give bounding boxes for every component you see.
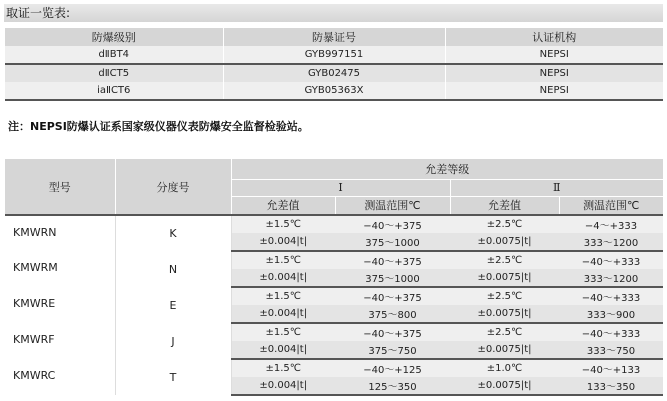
- header-range-2: 测温范围℃: [559, 196, 663, 215]
- range-2: 333～900: [559, 305, 663, 323]
- explosion-class: iaⅡCT6: [5, 82, 223, 100]
- tolerance-2: ±2.5℃: [450, 323, 559, 341]
- table-row: [5, 359, 663, 377]
- cert-body: NEPSI: [445, 82, 663, 100]
- range-2: 133～350: [559, 377, 663, 395]
- range-2: −40～+133: [559, 359, 663, 377]
- range-2: −40～+333: [559, 251, 663, 269]
- header-tolerance-2: 允差值: [450, 196, 559, 215]
- grade-cell: J: [115, 323, 231, 359]
- tolerance-1: ±0.004|t|: [231, 341, 335, 359]
- grade-cell: E: [115, 287, 231, 323]
- tolerance-1: ±1.5℃: [231, 287, 335, 305]
- tolerance-1: ±1.5℃: [231, 215, 335, 233]
- header-class-1: Ⅰ: [231, 179, 450, 196]
- table-row: [5, 251, 663, 269]
- certification-table: [5, 28, 663, 101]
- model-cell: KMWRF: [5, 323, 115, 359]
- tolerance-2: ±0.0075|t|: [450, 341, 559, 359]
- range-1: −40～+375: [335, 287, 450, 305]
- range-1: −40～+125: [335, 359, 450, 377]
- tolerance-2: ±0.0075|t|: [450, 233, 559, 251]
- explosion-class: dⅡCT5: [5, 64, 223, 82]
- header-range-1: 测温范围℃: [335, 196, 450, 215]
- header-grade: 分度号: [115, 159, 231, 215]
- tolerance-2: ±2.5℃: [450, 287, 559, 305]
- table-row: [5, 287, 663, 305]
- range-2: 333～750: [559, 341, 663, 359]
- header-model: 型号: [5, 159, 115, 215]
- tolerance-1: ±0.004|t|: [231, 305, 335, 323]
- cert-row: [5, 64, 663, 82]
- cert-number: GYB05363X: [223, 82, 445, 100]
- cert-row: [5, 82, 663, 100]
- table-row: [5, 323, 663, 341]
- cert-row: [5, 46, 663, 64]
- tolerance-1: ±1.5℃: [231, 359, 335, 377]
- tolerance-table: [5, 159, 663, 396]
- header-explosion-class: 防爆级别: [5, 28, 223, 46]
- tolerance-2: ±1.0℃: [450, 359, 559, 377]
- header-tolerance-group: 允差等级: [231, 159, 663, 179]
- header-tolerance-1: 允差值: [231, 196, 335, 215]
- model-cell: KMWRE: [5, 287, 115, 323]
- range-2: 333～1200: [559, 269, 663, 287]
- range-1: −40～+375: [335, 215, 450, 233]
- grade-cell: T: [115, 359, 231, 395]
- range-2: −4～+333: [559, 215, 663, 233]
- range-2: −40～+333: [559, 287, 663, 305]
- grade-cell: K: [115, 215, 231, 251]
- tolerance-1: ±0.004|t|: [231, 377, 335, 395]
- table-row: [5, 215, 663, 233]
- range-2: 333～1200: [559, 233, 663, 251]
- model-cell: KMWRM: [5, 251, 115, 287]
- cert-body: NEPSI: [445, 46, 663, 64]
- tolerance-2: ±2.5℃: [450, 251, 559, 269]
- range-1: −40～+375: [335, 323, 450, 341]
- nepsi-note: 注：NEPSI防爆认证系国家级仪器仪表防爆安全监督检验站。: [8, 120, 309, 133]
- model-cell: KMWRC: [5, 359, 115, 395]
- tolerance-header-row: [5, 159, 663, 179]
- range-1: 375～750: [335, 341, 450, 359]
- range-1: 375～1000: [335, 269, 450, 287]
- explosion-class: dⅡBT4: [5, 46, 223, 64]
- tolerance-2: ±0.0075|t|: [450, 305, 559, 323]
- range-1: 125～350: [335, 377, 450, 395]
- header-cert-number: 防暴证号: [223, 28, 445, 46]
- header-class-2: Ⅱ: [450, 179, 663, 196]
- range-1: −40～+375: [335, 251, 450, 269]
- tolerance-2: ±0.0075|t|: [450, 377, 559, 395]
- cert-body: NEPSI: [445, 64, 663, 82]
- cert-header-row: [5, 28, 663, 46]
- tolerance-1: ±1.5℃: [231, 323, 335, 341]
- range-1: 375～1000: [335, 233, 450, 251]
- cert-list-title: 取证一览表:: [4, 4, 663, 22]
- header-cert-body: 认证机构: [445, 28, 663, 46]
- range-1: 375～800: [335, 305, 450, 323]
- tolerance-2: ±2.5℃: [450, 215, 559, 233]
- cert-number: GYB997151: [223, 46, 445, 64]
- model-cell: KMWRN: [5, 215, 115, 251]
- range-2: −40～+333: [559, 323, 663, 341]
- tolerance-1: ±1.5℃: [231, 251, 335, 269]
- tolerance-1: ±0.004|t|: [231, 233, 335, 251]
- tolerance-2: ±0.0075|t|: [450, 269, 559, 287]
- tolerance-1: ±0.004|t|: [231, 269, 335, 287]
- cert-number: GYB02475: [223, 64, 445, 82]
- grade-cell: N: [115, 251, 231, 287]
